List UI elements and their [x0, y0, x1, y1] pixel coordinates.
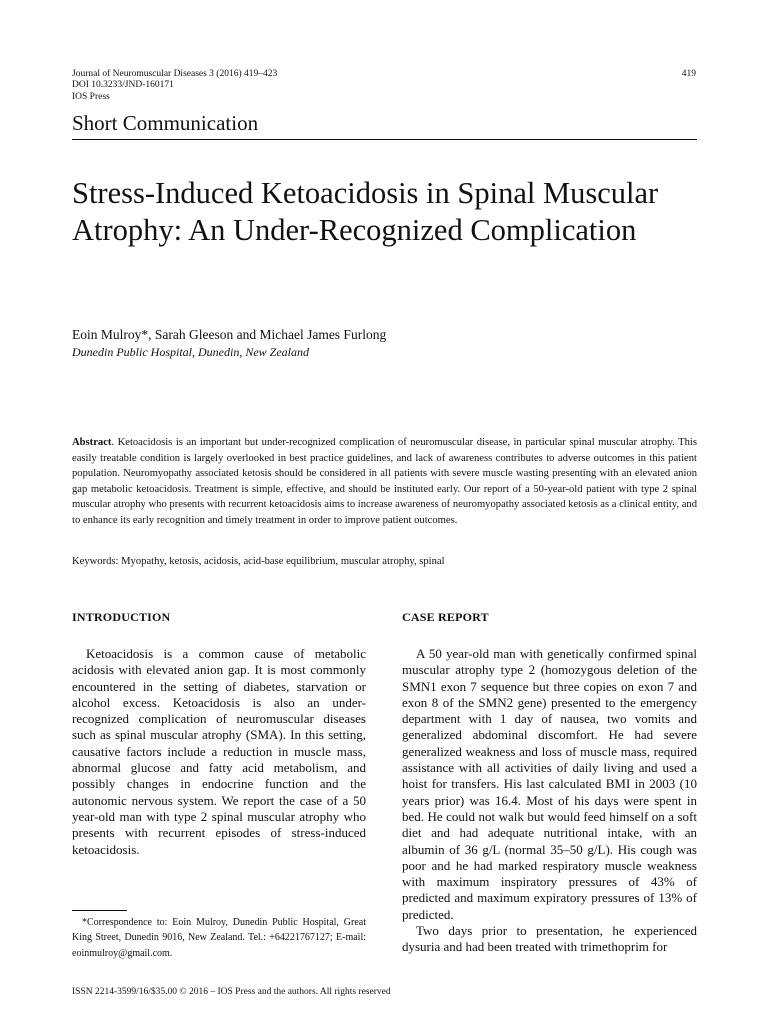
case-report-paragraph-1: A 50 year-old man with genetically confirmed spinal muscular atrophy type 2 (homozygous deletion of the SMN1 exon 7 sequence but three copies on exon 7 and exon 8 of the SMN2 gene) presented to the emergency department with 1 day of nausea, two vomits and generalized abdominal discomfort. He had severe generalized weakness and loss of muscle mass, required assistance with all activities of daily living and used a hoist for transfers. His last calculated BMI in 2003 (10 years prior) was 16.4. Most of his days were spent in bed. He could not walk but would feed himself on a soft diet and had adequate nutritional intake, with an albumin of 36 g/L (normal 35–50 g/L). His cough was poor and he had marked respiratory muscle weakness with maximum inspiratory pressures of 43% of predicted and maximum expiratory pressures of 13% of predicted. [402, 646, 697, 922]
keywords: Keywords: Myopathy, ketosis, acidosis, acid-base equilibrium, muscular atrophy, spinal [72, 556, 445, 567]
affiliation: Dunedin Public Hospital, Dunedin, New Zealand [72, 345, 309, 359]
right-column [402, 610, 697, 956]
header-rule [72, 139, 697, 140]
case-report-paragraph-2: Two days prior to presentation, he experienced dysuria and had been treated with trimethoprim for [402, 923, 697, 955]
publisher: IOS Press [72, 91, 110, 102]
journal-citation: Journal of Neuromuscular Diseases 3 (2016) 419–423 [72, 69, 278, 79]
doi: DOI 10.3233/JND-160171 [72, 80, 174, 91]
article-type: Short Communication [72, 111, 259, 135]
abstract-text: . Ketoacidosis is an important but under-recognized complication of neuromuscular disease, in particular spinal muscular atrophy. This easily treatable condition is largely overlooked in best practice guidelines, and lack of awareness contributes to adverse outcomes in this patient population. Neuromyopathy associated ketosis should be considered in all patients with severe muscle wasting presenting with an elevated anion gap metabolic ketoacidosis. Treatment is simple, effective, and should be instituted early. Our report of a 50-year-old patient with type 2 spinal muscular atrophy who presents with recurrent ketoacidosis aims to increase awareness of neuromyopathy associated ketosis as a clinical entity, and to enhance its early recognition and timely treatment in order to improve patient outcomes. [72, 437, 697, 526]
abstract [72, 435, 697, 528]
correspondence-footnote: *Correspondence to: Eoin Mulroy, Dunedin Public Hospital, Great King Street, Dunedin 9016, New Zealand. Tel.: +64221767127; E-mail: eoinmulroy@gmail.com. [72, 917, 366, 959]
abstract-label: Abstract [72, 437, 112, 448]
left-column [72, 610, 366, 858]
article-title: Stress-Induced Ketoacidosis in Spinal Muscular Atrophy: An Under-Recognized Complication [72, 176, 659, 247]
journal-header [72, 69, 277, 103]
footnote-rule [72, 910, 127, 911]
introduction-paragraph: Ketoacidosis is a common cause of metabolic acidosis with elevated anion gap. It is most commonly encountered in the setting of diabetes, starvation or alcohol excess. Ketoacidosis is also an under-recognized complication of neuromuscular diseases such as spinal muscular atrophy (SMA). In this setting, causative factors include a reduction in muscle mass, abnormal glucose and fatty acid metabolism, and possibly changes in endocrine function and the autonomic nervous system. We report the case of a 50 year-old man with type 2 spinal muscular atrophy who presents with recurrent episodes of stress-induced ketoacidosis. [72, 646, 366, 857]
copyright-footer: ISSN 2214-3599/16/$35.00 © 2016 – IOS Press and the authors. All rights reserved [72, 987, 391, 997]
author-list: Eoin Mulroy*, Sarah Gleeson and Michael James Furlong [72, 327, 387, 342]
case-report-heading: CASE REPORT [402, 610, 489, 624]
introduction-heading: INTRODUCTION [72, 610, 171, 624]
page-number: 419 [681, 69, 696, 79]
